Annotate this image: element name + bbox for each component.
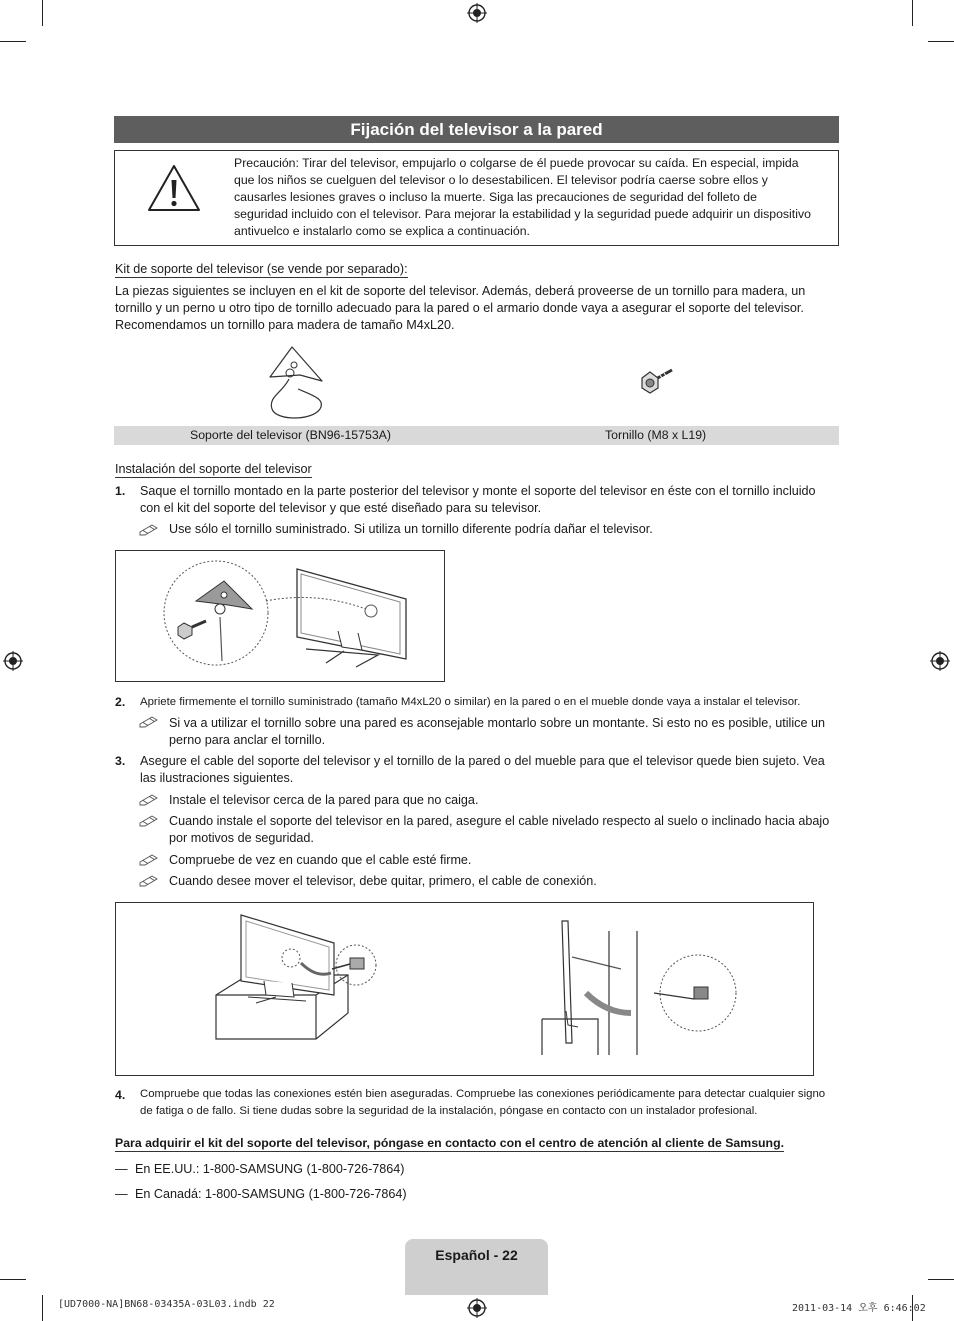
bracket-caption: Soporte del televisor (BN96-15753A) <box>190 428 391 442</box>
caution-label: Precaución <box>234 156 296 170</box>
cable-connection-figure <box>115 902 814 1076</box>
crop-mark <box>928 41 954 42</box>
caution-body: : Tirar del televisor, empujarlo o colgarse de él puede provocar su caída. En especial, impida que los niños se cuelguen del televisor o lo desestabilicen. El televisor podría caerse sobre ellos y causarles lesiones graves o incluso la muerte. Siga las precauciones de seguridad del folleto de seguridad incluido con el televisor. Para mejorar la estabilidad y la seguridad puede adquirir un dispositivo antivuelco e instalarlo como se explica a continuación. <box>234 156 811 238</box>
step-note: Use sólo el tornillo suministrado. Si utiliza un tornillo diferente podría dañar el televisor. <box>169 522 653 536</box>
page-title: Fijación del televisor a la pared <box>114 116 839 143</box>
footer-timestamp: 2011-03-14 오후 6:46:02 <box>792 1303 926 1314</box>
bracket-install-illustration <box>116 551 444 681</box>
crop-mark <box>928 1279 954 1280</box>
crop-mark <box>42 1295 43 1321</box>
step-number: 1. <box>115 484 126 498</box>
registration-mark-icon <box>467 1298 487 1318</box>
page-number-tab: Español - 22 <box>405 1239 548 1295</box>
parts-caption-bar <box>114 426 839 445</box>
tv-holder-bracket-image <box>262 343 332 423</box>
note-pencil-icon <box>139 815 159 827</box>
footer-file-name: [UD7000-NA]BN68-03435A-03L03.indb 22 <box>58 1299 275 1310</box>
note-pencil-icon <box>139 794 159 806</box>
step-number: 4. <box>115 1088 126 1102</box>
caution-box <box>114 150 839 246</box>
screw-image <box>638 366 676 396</box>
warning-triangle-icon <box>146 163 202 213</box>
install-heading: Instalación del soporte del televisor <box>115 462 312 476</box>
screw-caption: Tornillo (M8 x L19) <box>605 428 707 442</box>
crop-mark <box>42 0 43 26</box>
contact-dash: — <box>115 1187 128 1201</box>
registration-mark-icon <box>3 651 23 671</box>
contact-line: En EE.UU.: 1-800-SAMSUNG (1-800-726-7864) <box>135 1162 405 1176</box>
crop-mark <box>0 1279 26 1280</box>
step-text: Saque el tornillo montado en la parte posterior del televisor y monte el soporte del televisor en éste con el tornillo incluido con el kit del soporte del televisor y que esté diseñado para su televisor. <box>140 484 816 515</box>
step-text: Asegure el cable del soporte del televisor y el tornillo de la pared o del mueble para que el televisor quede bien sujeto. Vea las ilustraciones siguientes. <box>140 754 825 785</box>
kit-heading: Kit de soporte del televisor (se vende por separado): <box>115 262 408 276</box>
step-note: Cuando desee mover el televisor, debe quitar, primero, el cable de conexión. <box>169 874 597 888</box>
note-pencil-icon <box>139 854 159 866</box>
caution-text <box>234 155 814 240</box>
crop-mark <box>0 41 26 42</box>
contact-dash: — <box>115 1162 128 1176</box>
step-note: Cuando instale el soporte del televisor en la pared, asegure el cable nivelado respecto al suelo o inclinado hacia abajo por motivos de seguridad. <box>169 814 830 845</box>
step-note: Instale el televisor cerca de la pared para que no caiga. <box>169 793 479 807</box>
contact-line: En Canadá: 1-800-SAMSUNG (1-800-726-7864) <box>135 1187 407 1201</box>
note-pencil-icon <box>139 716 159 728</box>
bracket-install-figure <box>115 550 445 682</box>
note-pencil-icon <box>139 524 159 536</box>
step-note: Compruebe de vez en cuando que el cable esté firme. <box>169 853 472 867</box>
contact-heading: Para adquirir el kit del soporte del televisor, póngase en contacto con el centro de atención al cliente de Samsung. <box>115 1136 784 1150</box>
step-number: 2. <box>115 695 126 709</box>
kit-intro: La piezas siguientes se incluyen en el kit de soporte del televisor. Además, deberá proveerse de un tornillo para madera, un tornillo y un perno u otro tipo de tornillo adecuado para la pared o el armario donde vaya a asegurar el soporte del televisor. Recomendamos un tornillo para madera de tamaño M4xL20. <box>115 284 806 332</box>
registration-mark-icon <box>467 3 487 23</box>
step-number: 3. <box>115 754 126 768</box>
step-note: Si va a utilizar el tornillo sobre una pared es aconsejable montarlo sobre un montante. Si esto no es posible, utilice un perno para anclar el tornillo. <box>169 716 825 747</box>
note-pencil-icon <box>139 875 159 887</box>
crop-mark <box>912 0 913 26</box>
step-text: Apriete firmemente el tornillo suministrado (tamaño M4xL20 o similar) en la pared o en el mueble donde vaya a instalar el televisor. <box>140 696 801 708</box>
cable-connection-illustration <box>116 903 813 1075</box>
step-text: Compruebe que todas las conexiones estén bien aseguradas. Compruebe las conexiones periódicamente para detectar cualquier signo de fatiga o de fallo. Si tiene dudas sobre la seguridad de la instalación, póngase en contacto con un instalador profesional. <box>140 1088 826 1117</box>
registration-mark-icon <box>930 651 950 671</box>
